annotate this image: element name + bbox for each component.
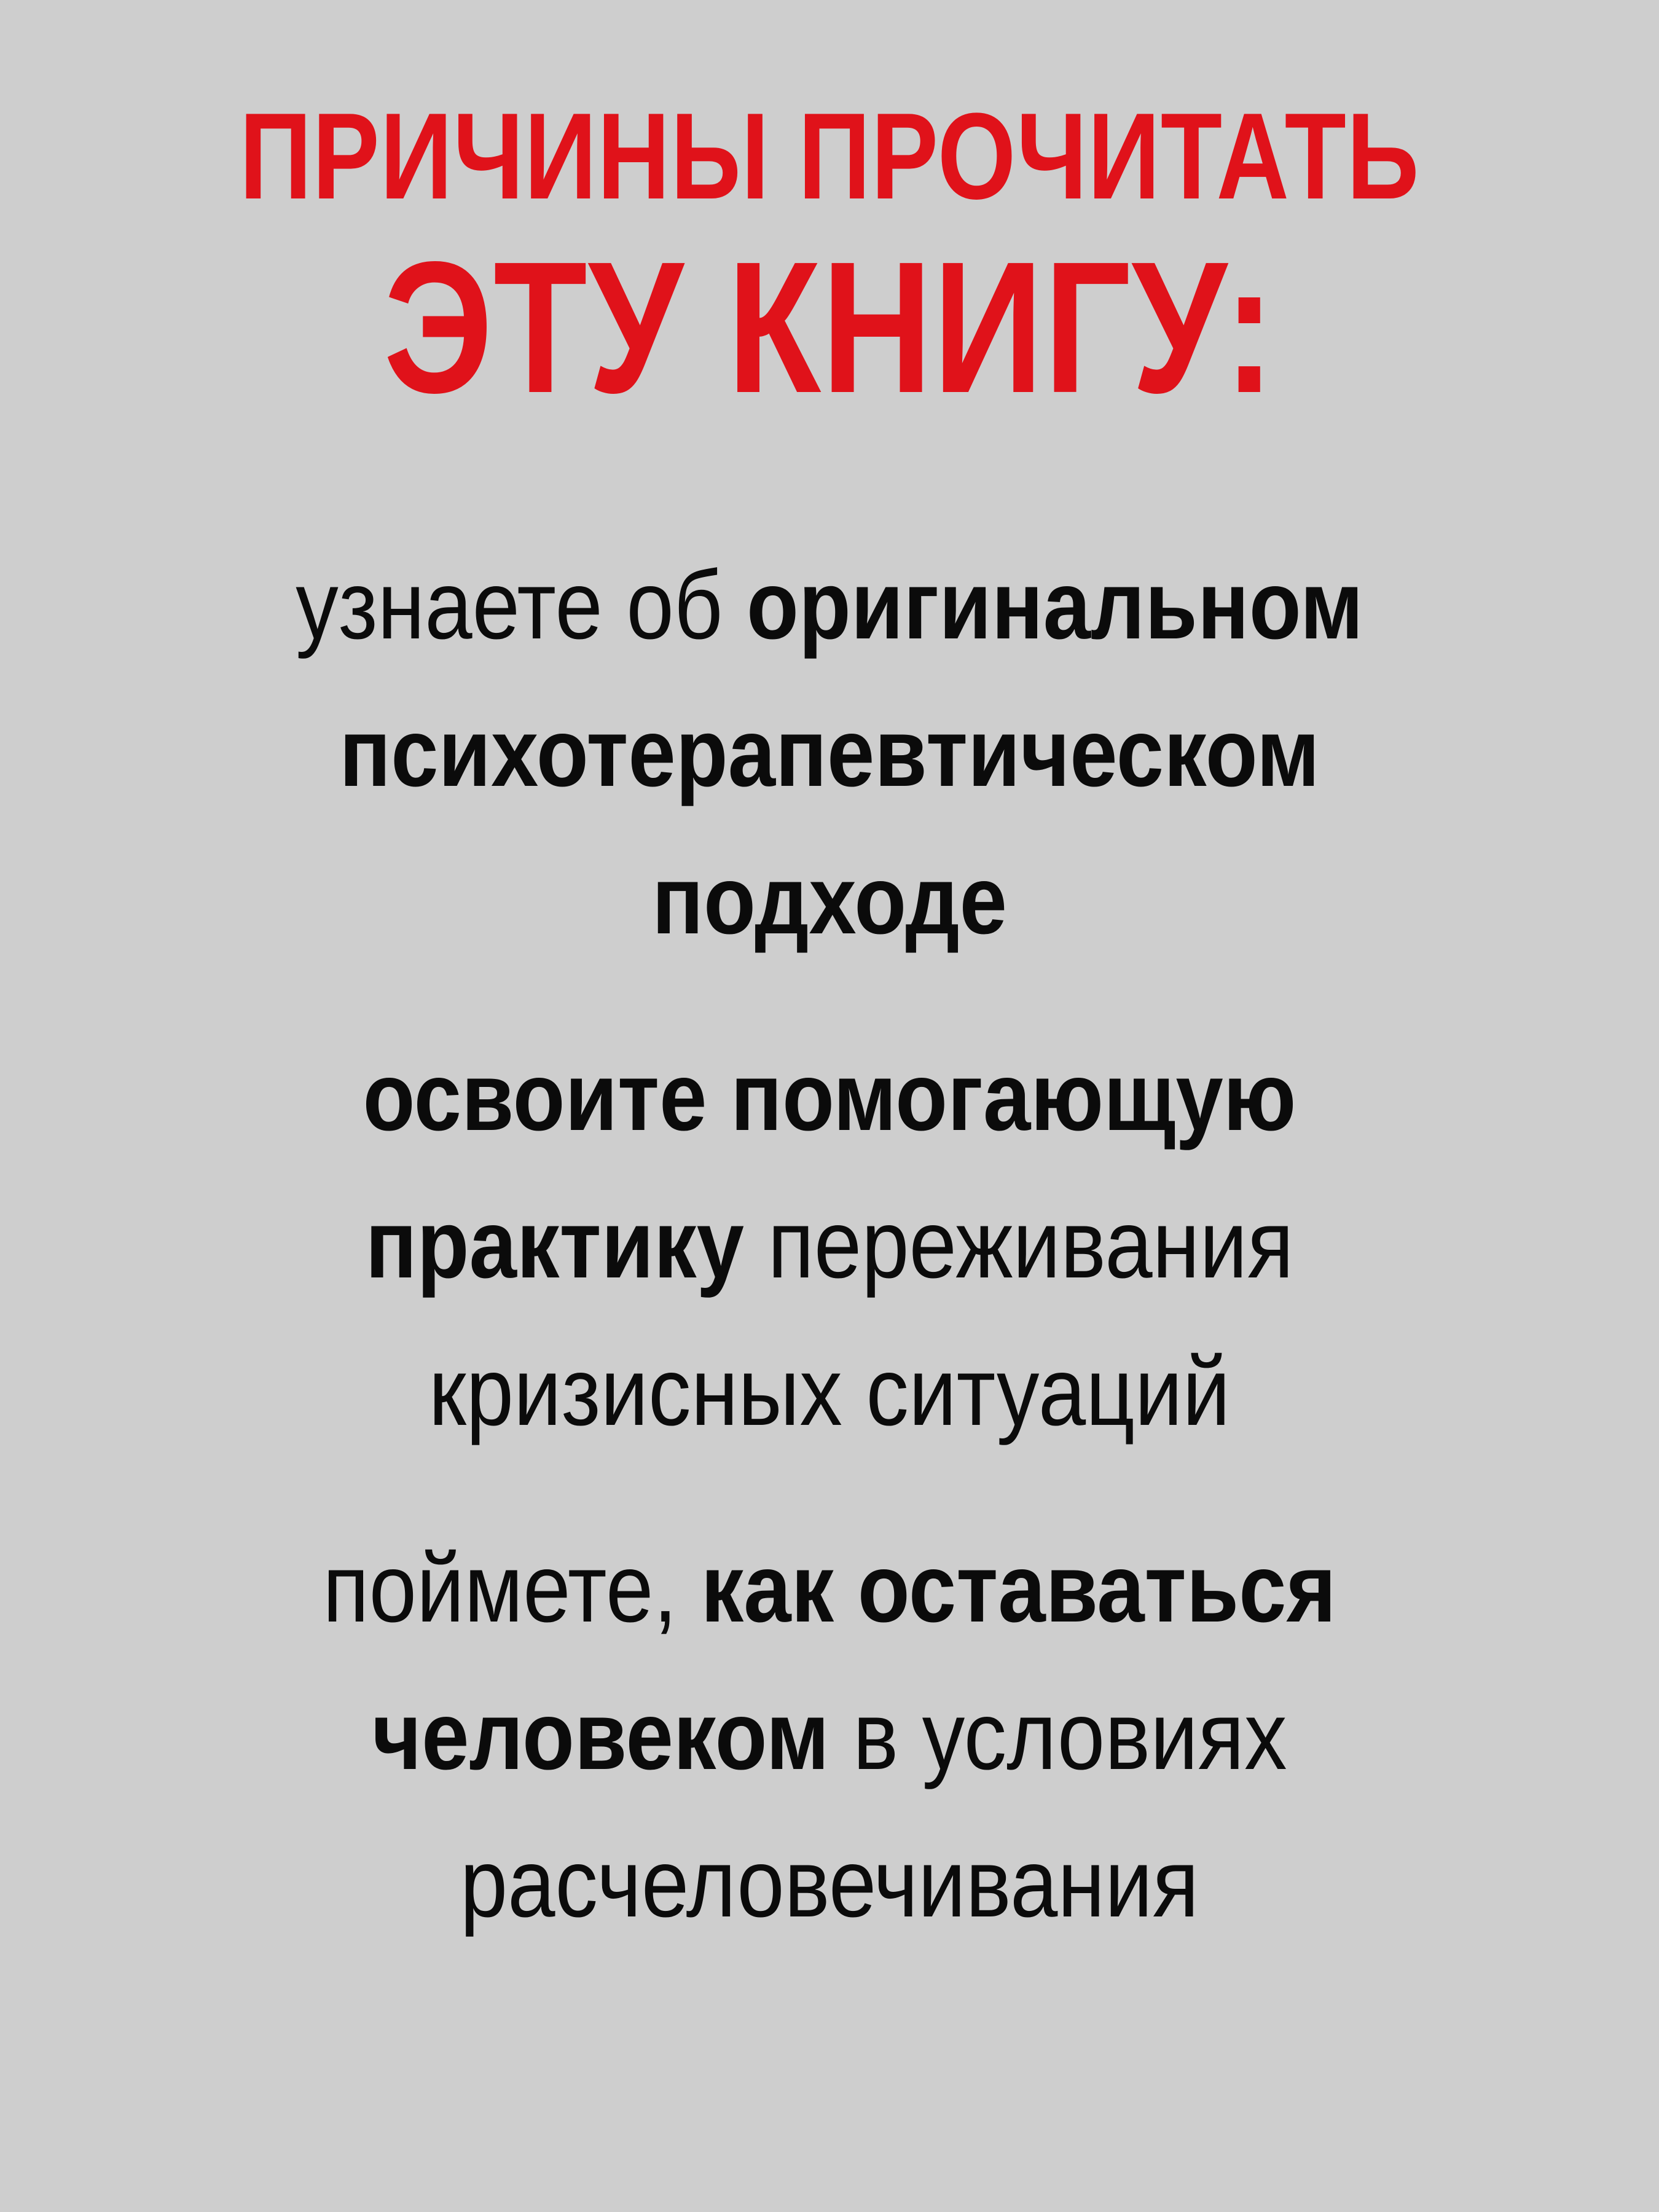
title-line-2: ЭТУ КНИГУ:	[383, 222, 1276, 432]
text-line	[100, 1662, 1559, 1810]
reason-item-2	[100, 1023, 1559, 1465]
text-segment-bold: человеком	[372, 1682, 830, 1790]
title-line-1: ПРИЧИНЫ ПРОЧИТАТЬ	[239, 88, 1420, 225]
text-line	[100, 1023, 1559, 1171]
text-segment-bold: психотерапевтическом	[339, 699, 1320, 807]
text-line	[100, 1515, 1559, 1662]
text-segment-bold: подходе	[652, 846, 1007, 954]
text-segment: переживания	[743, 1190, 1294, 1298]
text-line	[100, 531, 1559, 679]
text-line	[100, 826, 1559, 974]
text-segment-bold: практику	[365, 1190, 744, 1298]
reason-item-1	[100, 531, 1559, 974]
page-title	[0, 88, 1659, 432]
text-line	[100, 679, 1559, 826]
text-segment: расчеловечивания	[460, 1829, 1199, 1937]
text-segment-bold: как оставаться	[700, 1534, 1336, 1642]
text-segment: поймете,	[323, 1534, 701, 1642]
text-line	[100, 1318, 1559, 1465]
text-segment-bold: освоите помогающую	[363, 1043, 1296, 1151]
reason-item-3	[100, 1515, 1559, 1957]
text-line	[100, 1171, 1559, 1318]
text-line	[100, 1810, 1559, 1957]
reasons-list	[0, 531, 1659, 1957]
text-segment-bold: оригинальном	[747, 551, 1363, 659]
text-segment: узнаете об	[296, 551, 747, 659]
text-segment: в условиях	[829, 1682, 1287, 1790]
text-segment: кризисных ситуаций	[428, 1338, 1231, 1446]
